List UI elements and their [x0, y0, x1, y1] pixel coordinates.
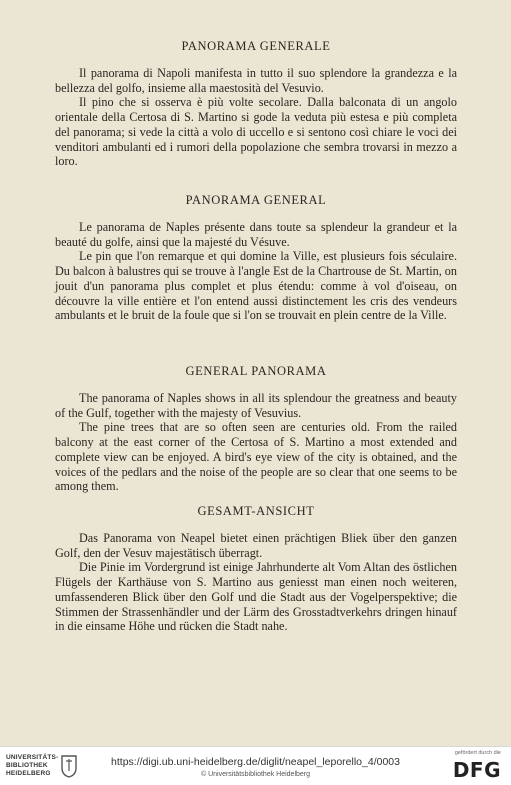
section-title: GESAMT-ANSICHT: [197, 504, 315, 518]
paragraph: Die Pinie im Vordergrund ist einige Jahrhunderte alt Vom Altan des östlichen Flügels der Karthäuse von S. Martino aus geniesst man einen noch weiteren, umfassenderen Blick über den Golf und die Stadt aus der Vogelperspektive; die Stimmen der Strassenhändler und der Lärm des Grosstadtverkehrs dringen hinauf in die einsame Höhe und rücken die Stadt nahe.: [55, 560, 457, 634]
library-name: UNIVERSITÄTS- BIBLIOTHEK HEIDELBERG: [6, 754, 59, 777]
section-title: GENERAL PANORAMA: [185, 364, 327, 378]
copyright-notice: © Universitätsbibliothek Heidelberg: [200, 771, 311, 778]
paragraph: The panorama of Naples shows in all its splendour the greatness and beauty of the Gulf, together with the majesty of Vesuvius.: [55, 391, 457, 420]
section-french: [55, 192, 457, 323]
section-title: PANORAMA GENERALE: [181, 39, 331, 53]
dfg-wordmark: DFG: [452, 758, 501, 782]
section-english: [55, 363, 457, 494]
paragraph: Il pino che si osserva è più volte secolare. Dalla balconata di un angolo orientale della Certosa di S. Martino si gode la veduta più estesa e più completa del panorama; si vede la città a volo di uccello e si sentono così chiare le voci dei venditori ambulanti ed i rumori della popolazione che sembra trovarsi in mezzo a loro.: [55, 95, 457, 169]
paragraph: Il panorama di Napoli manifesta in tutto il suo splendore la grandezza e la bellezza del golfo, insieme alla maestosità del Vesuvio.: [55, 66, 457, 95]
section-italian: [55, 38, 457, 169]
funder-note: gefördert durch die: [454, 750, 501, 756]
paragraph: Le panorama de Naples présente dans toute sa splendeur la grandeur et la beauté du golfe, ainsi que la majesté du Vésuve.: [55, 220, 457, 249]
section-german: [55, 503, 457, 634]
paragraph: The pine trees that are so often seen are centuries old. From the railed balcony at the east corner of the Certosa of S. Martino a most extended and complete view can be enjoyed. A bird's eye view of the city is obtained, and the voices of the pedlars and the noise of the people are so clear that one seems to be among them.: [55, 420, 457, 494]
paragraph: Le pin que l'on remarque et qui domine la Ville, est plusieurs fois séculaire. Du balcon à balustres qui se trouve à l'angle Est de la Chartrouse de St. Martin, on jouit d'un panorama plus complet et plus étendu: comme à vol d'oiseau, on découvre la ville entière et l'on entend aussi distinctement les cris des vendeurs ambulants et le bruit de la foule que si l'on se trouvait en plein centre de la Ville.: [55, 249, 457, 323]
permalink-url[interactable]: https://digi.ub.uni-heidelberg.de/diglit/neapel_leporello_4/0003: [111, 756, 400, 768]
viewer-footer: [0, 746, 511, 785]
section-title: PANORAMA GENERAL: [185, 193, 327, 207]
paragraph: Das Panorama von Neapel bietet einen prächtigen Bliek über den ganzen Golf, den der Vesuv majestätisch überragt.: [55, 531, 457, 560]
dfg-logo[interactable]: [443, 750, 501, 782]
